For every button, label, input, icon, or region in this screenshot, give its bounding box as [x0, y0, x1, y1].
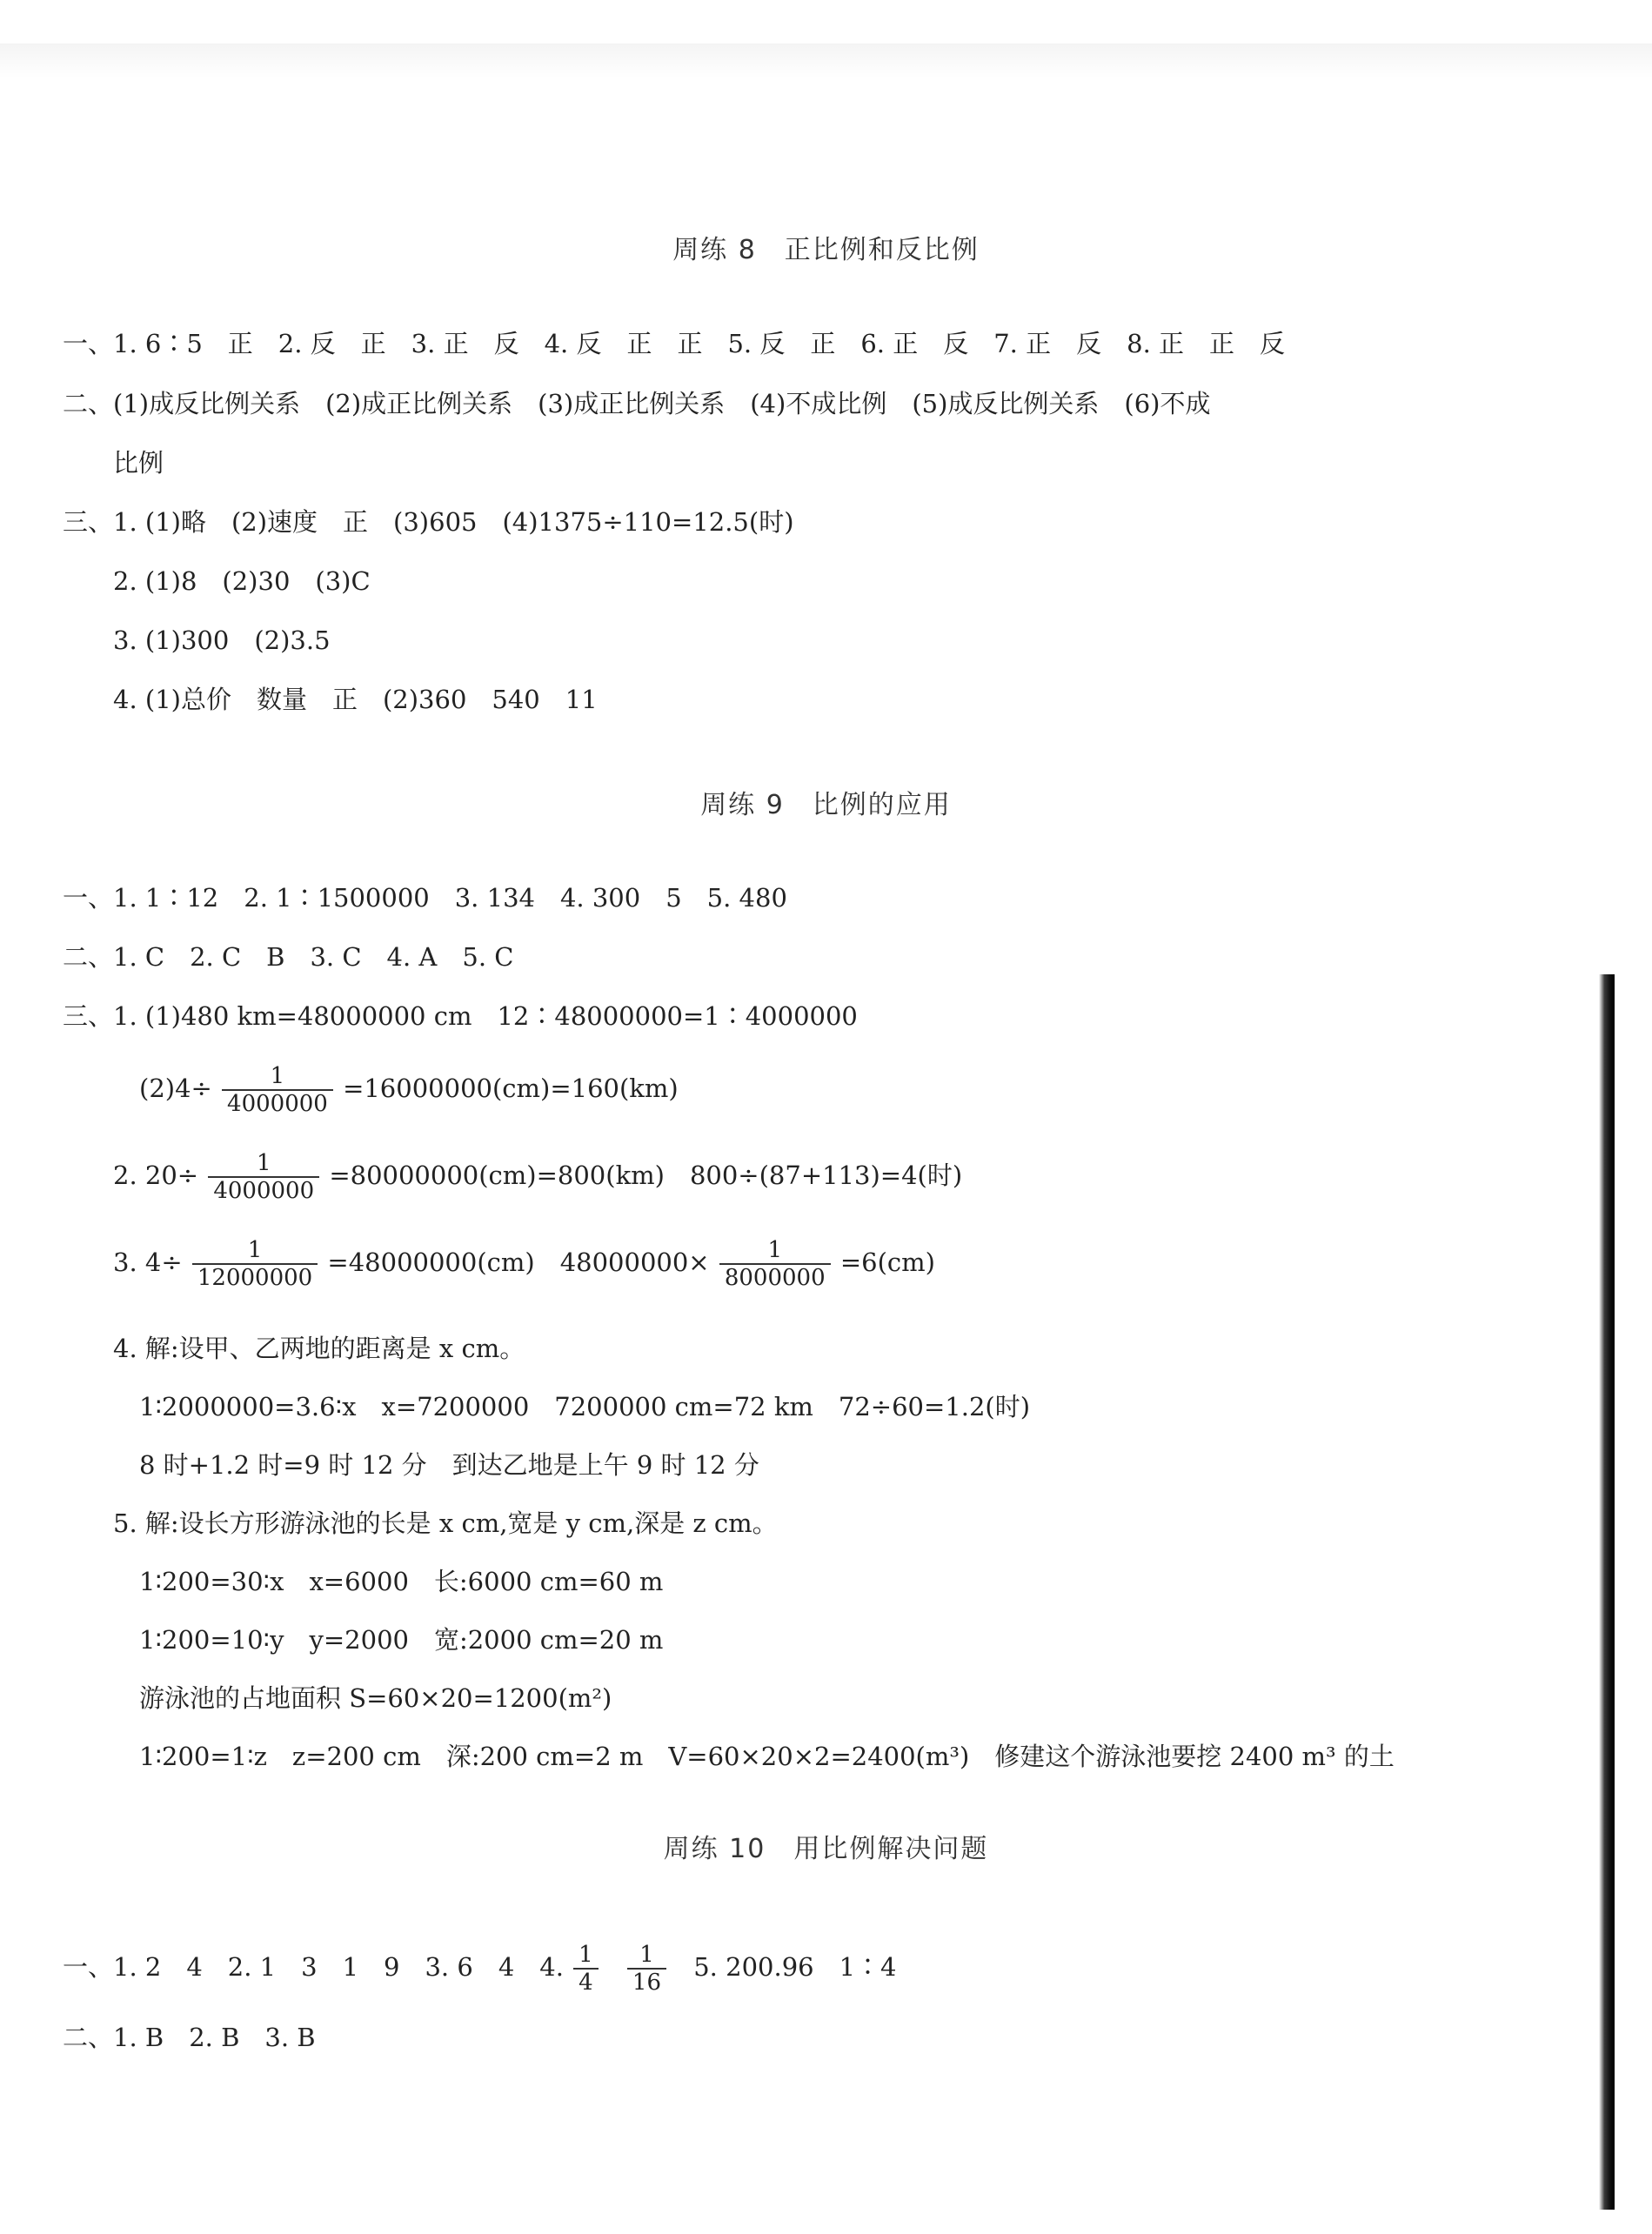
fraction-line-pre: 3. 4÷ — [113, 1247, 183, 1277]
answer-line: 二、1. C 2. C B 3. C 4. A 5. C — [63, 942, 514, 972]
answer-line: 4. 解:设甲、乙两地的距离是 x cm。 — [113, 1334, 525, 1363]
fraction-numerator: 1 — [573, 1942, 599, 1970]
fraction-numerator: 1 — [627, 1942, 666, 1970]
fraction-line — [113, 1237, 935, 1291]
fraction-line-post: =48000000(cm) 48000000× — [327, 1247, 710, 1277]
fraction-line-post: =80000000(cm)=800(km) 800÷(87+113)=4(时) — [329, 1160, 963, 1190]
answer-line: 二、(1)成反比例关系 (2)成正比例关系 (3)成正比例关系 (4)不成比例 (5)成反比例关系 (6)不成 — [63, 389, 1211, 418]
answer-line: 5. 解:设长方形游泳池的长是 x cm,宽是 y cm,深是 z cm。 — [113, 1508, 778, 1538]
fraction — [627, 1942, 666, 1996]
section-title-10: 周练 10 用比例解决问题 — [663, 1834, 989, 1864]
section-title-8: 周练 8 正比例和反比例 — [672, 235, 980, 265]
fraction — [719, 1237, 831, 1291]
answer-line: 1∶200=30∶x x=6000 长:6000 cm=60 m — [139, 1567, 664, 1596]
answer-line: 1∶200=10∶y y=2000 宽:2000 cm=20 m — [139, 1625, 664, 1655]
fraction-numerator: 1 — [208, 1150, 319, 1178]
fraction-line-pre: (2)4÷ — [139, 1074, 212, 1103]
scan-shadow — [0, 43, 1652, 78]
fraction-line-post: 5. 200.96 1∶4 — [693, 1952, 897, 1982]
fraction — [573, 1942, 599, 1996]
answer-line: 3. (1)300 (2)3.5 — [113, 625, 331, 655]
answer-line: 一、1. 1∶12 2. 1∶1500000 3. 134 4. 300 5 5. 480 — [63, 883, 787, 913]
fraction-denominator: 16 — [632, 1970, 662, 1996]
fraction-denominator: 12000000 — [197, 1265, 313, 1291]
fraction-line — [139, 1063, 679, 1117]
fraction-line — [113, 1150, 962, 1204]
answer-line: 三、1. (1)略 (2)速度 正 (3)605 (4)1375÷110=12.5(时) — [63, 507, 794, 537]
fraction-line-pre: 2. 20÷ — [113, 1160, 199, 1190]
fraction-line-post: =16000000(cm)=160(km) — [343, 1074, 679, 1103]
fraction-numerator: 1 — [222, 1063, 333, 1091]
fraction-numerator: 1 — [719, 1237, 831, 1265]
answer-line: 游泳池的占地面积 S=60×20=1200(m²) — [139, 1683, 612, 1713]
answer-line: 比例 — [113, 448, 164, 478]
fraction-line-post: =6(cm) — [839, 1247, 935, 1277]
answer-line: 三、1. (1)480 km=48000000 cm 12∶48000000=1∶4000000 — [63, 1001, 858, 1031]
fraction — [192, 1237, 318, 1291]
answer-line: 8 时+1.2 时=9 时 12 分 到达乙地是上午 9 时 12 分 — [139, 1450, 759, 1480]
fraction-denominator: 8000000 — [724, 1265, 826, 1291]
fraction-line — [63, 1942, 897, 1996]
answer-line: 一、1. 6∶5 正 2. 反 正 3. 正 反 4. 反 正 正 5. 反 正 6. 正 反 7. 正 反 8. 正 正 反 — [63, 329, 1286, 358]
answer-line: 1∶200=1∶z z=200 cm 深:200 cm=2 m V=60×20×2=2400(m³) 修建这个游泳池要挖 2400 m³ 的土 — [139, 1742, 1395, 1771]
answer-line: 2. (1)8 (2)30 (3)C — [113, 566, 371, 596]
fraction — [222, 1063, 333, 1117]
answer-line: 1∶2000000=3.6∶x x=7200000 7200000 cm=72 km 72÷60=1.2(时) — [139, 1392, 1031, 1421]
fraction-denominator: 4 — [579, 1970, 593, 1996]
answer-line: 4. (1)总价 数量 正 (2)360 540 11 — [113, 685, 598, 714]
fraction-denominator: 4000000 — [213, 1178, 315, 1204]
section-title-9: 周练 9 比例的应用 — [700, 790, 952, 820]
fraction-line-pre: 一、1. 2 4 2. 1 3 1 9 3. 6 4 4. — [63, 1952, 564, 1982]
answer-line: 二、1. B 2. B 3. B — [63, 2023, 316, 2052]
fraction-numerator: 1 — [192, 1237, 318, 1265]
fraction — [208, 1150, 319, 1204]
fraction-denominator: 4000000 — [227, 1091, 328, 1117]
page-edge-shadow — [1599, 974, 1615, 2210]
